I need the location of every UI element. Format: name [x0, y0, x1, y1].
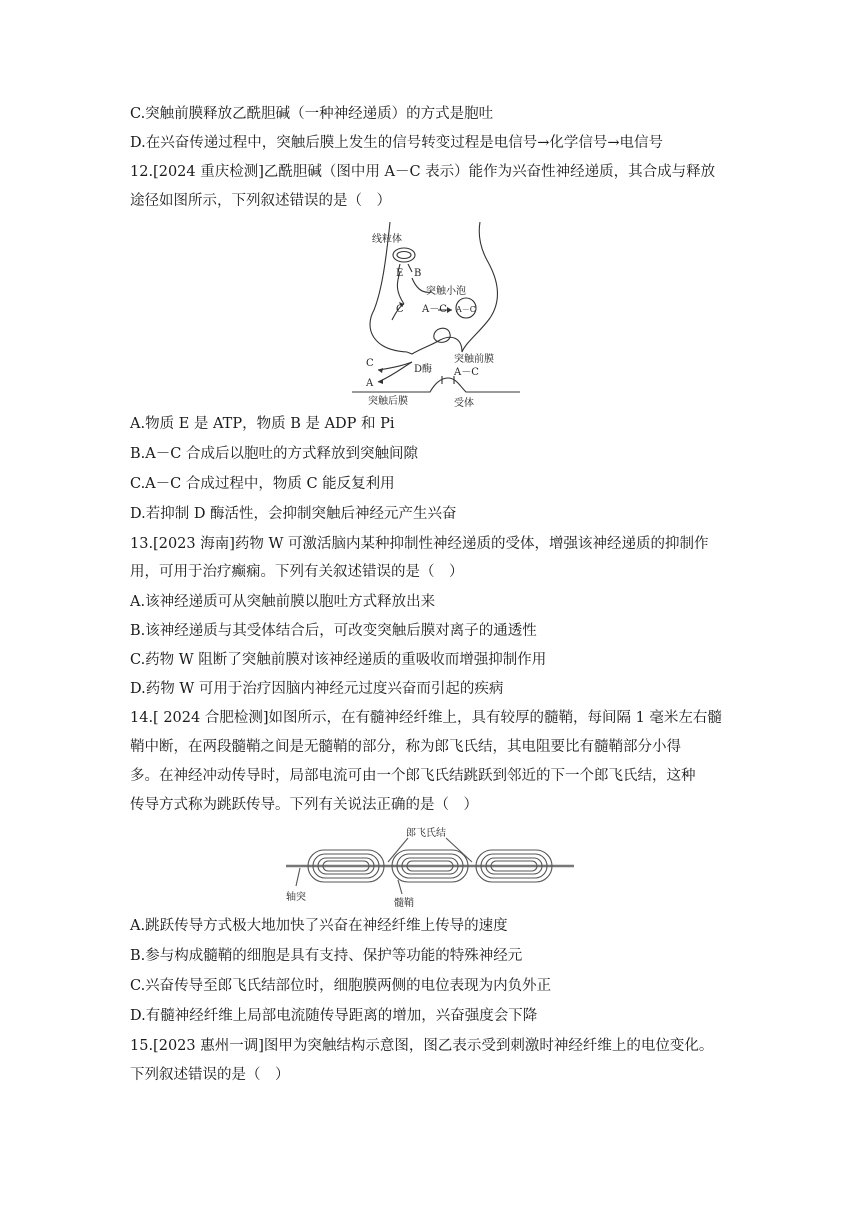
q11-option-c: C.突触前膜释放乙酰胆碱（一种神经递质）的方式是胞吐 — [130, 106, 494, 122]
fusing-vesicle — [434, 328, 450, 342]
label-ac-cleft: A－C — [454, 367, 479, 378]
label-b: B — [414, 268, 422, 279]
label-presynaptic-membrane: 突触前膜 — [454, 354, 494, 365]
label-c-outer: C — [366, 358, 374, 369]
mitochondrion — [393, 248, 415, 262]
axon-pointer — [296, 868, 300, 886]
q14-stem-line1: 14.[ 2024 合肥检测]如图所示，在有髓神经纤维上，具有较厚的髓鞘，每间隔 1 毫米左右髓 — [130, 710, 722, 726]
label-postsynaptic-membrane: 突触后膜 — [368, 396, 408, 407]
q13-stem-line1: 13.[2023 海南]药物 W 可激活脑内某种抑制性神经递质的受体，增强该神经递质的抑制作 — [130, 536, 709, 552]
q14-option-a: A.跳跃传导方式极大地加快了兴奋在神经纤维上传导的速度 — [130, 918, 508, 934]
label-node-of-ranvier: 郎飞氏结 — [406, 828, 446, 839]
q14-stem-line4: 传导方式称为跳跃传导。下列有关说法正确的是（ ） — [130, 797, 478, 813]
q12-option-a: A.物质 E 是 ATP，物质 B 是 ADP 和 Pi — [130, 416, 395, 432]
label-ac-inner: A－C — [422, 304, 447, 315]
label-e: E — [396, 268, 404, 279]
q14-stem-line3: 多。在神经冲动传导时，局部电流可由一个郎飞氏结跳跃到邻近的下一个郎飞氏结，这种 — [130, 768, 696, 784]
q12-stem-line2: 途径如图所示，下列叙述错误的是（ ） — [130, 193, 391, 209]
q13-option-b: B.该神经递质与其受体结合后，可改变突触后膜对离子的通透性 — [130, 623, 537, 639]
q12-option-d: D.若抑制 D 酶活性，会抑制突触后神经元产生兴奋 — [130, 506, 457, 522]
q15-stem-line2: 下列叙述错误的是（ ） — [130, 1067, 290, 1083]
q15-stem-line1: 15.[2023 惠州一调]图甲为突触结构示意图，图乙表示受到刺激时神经纤维上的电位变化。 — [130, 1038, 714, 1054]
label-synaptic-vesicle: 突触小泡 — [426, 286, 466, 297]
label-d-enzyme: D酶 — [414, 364, 433, 375]
q14-stem-line2: 鞘中断，在两段髓鞘之间是无髓鞘的部分，称为郎飞氏结，其电阻要比有髓鞘部分小得 — [130, 739, 681, 755]
q14-option-b: B.参与构成髓鞘的细胞是具有支持、保护等功能的特殊神经元 — [130, 948, 523, 964]
q13-stem-line2: 用，可用于治疗癫痫。下列有关叙述错误的是（ ） — [130, 564, 464, 580]
label-receptor: 受体 — [454, 398, 474, 409]
q12-option-c: C.A－C 合成过程中，物质 C 能反复利用 — [130, 476, 395, 492]
q13-option-d: D.药物 W 可用于治疗因脑内神经元过度兴奋而引起的疾病 — [130, 681, 504, 697]
q11-option-d: D.在兴奋传递过程中，突触后膜上发生的信号转变过程是电信号→化学信号→电信号 — [130, 135, 664, 151]
label-myelin: 髓鞘 — [394, 898, 414, 908]
q12-option-b: B.A－C 合成后以胞吐的方式释放到突触间隙 — [130, 446, 418, 462]
q13-option-c: C.药物 W 阻断了突触前膜对该神经递质的重吸收而增强抑制作用 — [130, 652, 547, 668]
q14-option-c: C.兴奋传导至郎飞氏结部位时，细胞膜两侧的电位表现为内负外正 — [130, 978, 552, 994]
myelinated-fiber-figure — [282, 824, 578, 908]
postsynaptic-membrane — [352, 378, 520, 392]
q14-option-d: D.有髓神经纤维上局部电流随传导距离的增加，兴奋强度会下降 — [130, 1008, 538, 1024]
label-ac-vesicle: A－C — [456, 305, 476, 314]
myelin-pointer — [398, 880, 402, 894]
q12-stem-line1: 12.[2024 重庆检测]乙酰胆碱（图中用 A－C 表示）能作为兴奋性神经递质，其合成与释放 — [130, 164, 716, 180]
label-c-inner: C — [396, 304, 404, 315]
synapse-figure — [352, 220, 520, 410]
label-axon: 轴突 — [286, 892, 306, 903]
label-a: A — [366, 378, 374, 389]
q13-option-a: A.该神经递质可从突触前膜以胞吐方式释放出来 — [130, 594, 436, 610]
label-mitochondria: 线粒体 — [372, 234, 402, 245]
